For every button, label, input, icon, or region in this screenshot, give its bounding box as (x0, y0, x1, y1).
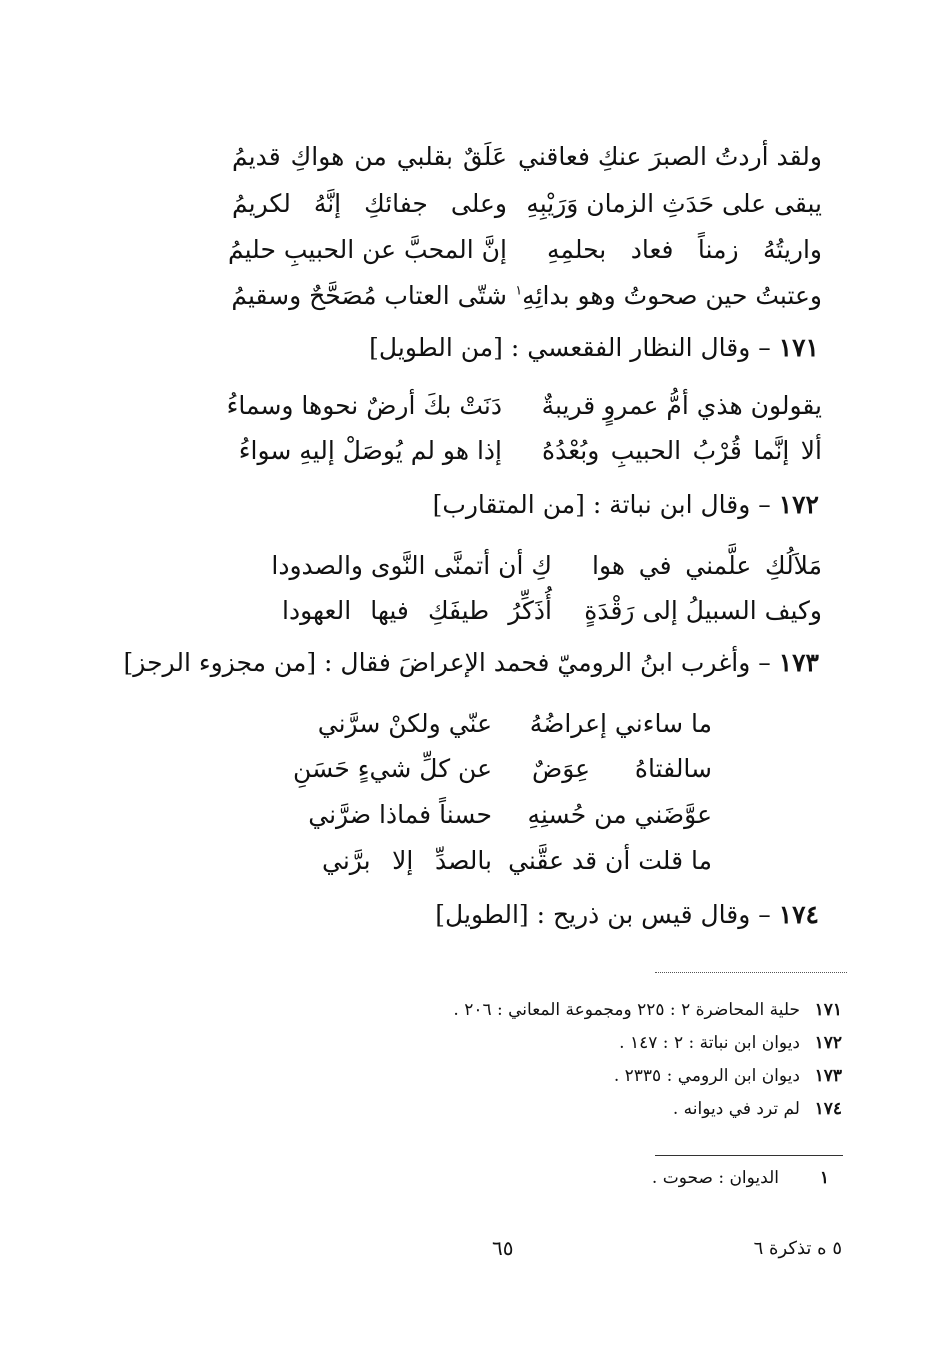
footnote-173 (614, 1066, 842, 1086)
section-number: ١٧١ (778, 333, 819, 362)
hemistich-second: دَنَتْ بكَ أرضٌ نحوها وسماءُ (226, 390, 502, 420)
verse (322, 840, 712, 880)
footnote-number: ١٧١ (814, 1000, 842, 1020)
footnote-172 (619, 1033, 842, 1053)
verse (293, 748, 712, 788)
hemistich-first: سالفتاهُ عِوَضٌ (532, 753, 712, 783)
signature-mark: ٥ ه تذكرة ٦ (753, 1238, 842, 1259)
verse (226, 385, 822, 425)
footnote-text: ديوان ابن الرومي : ٢٣٣٥ . (613, 1066, 800, 1086)
verse (228, 229, 822, 269)
section-number: ١٧٢ (778, 490, 819, 519)
section-heading-173 (124, 648, 819, 677)
footnote-number: ١٧٢ (814, 1033, 842, 1053)
section-title: – وأغرب ابنُ الروميّ فحمد الإعراضَ فقال : [من مجزوء الرجز] (123, 648, 771, 677)
hemistich-second: إذا هو لم يُوصَلْ إليهِ سواءُ (238, 435, 502, 465)
verse (308, 794, 712, 834)
hemistich-second: عن كلِّ شيءٍ حَسَنِ (293, 753, 492, 783)
footnote-text: ديوان ابن نباتة : ٢ : ١٤٧ . (619, 1033, 800, 1053)
verse (232, 136, 822, 176)
footnote-174 (673, 1099, 842, 1119)
verse (282, 590, 822, 630)
hemistich-first: واريتُهُ زمناً فعاد بحلمِهِ (547, 234, 822, 264)
section-heading-172 (433, 490, 819, 519)
page-number: ٦٥ (492, 1236, 514, 1260)
hemistich-first (515, 280, 822, 310)
hemistich-first: يبقى على حَدَثِ الزمان وَرَيْبِهِ (526, 188, 822, 218)
footnote-text: لم ترد في ديوانه . (672, 1099, 800, 1119)
hemistich-first: وكيف السبيلُ إلى رَقْدَةٍ (584, 595, 822, 625)
hemistich-first: عوَّضَني من حُسنِهِ (527, 799, 712, 829)
verse (271, 545, 822, 585)
hemistich-second: أُذَكِّرُ طيفَكِ فيها العهودا (282, 595, 552, 625)
hemistich-text: وعتبتُ حين صحوتُ وهو بدائِهِ (522, 280, 822, 310)
hemistich-second: عنّي ولكنْ سرَّني (317, 708, 492, 738)
hemistich-first: ما ساءني إعراضُهُ (529, 708, 712, 738)
note-divider (655, 1155, 843, 1156)
footnote-divider (655, 972, 847, 973)
hemistich-second: وعلى جفائكِ إنَّهُ لكريمُ (232, 188, 507, 218)
hemistich-second: شتّى العتاب مُصَحَّحٌ وسقيمُ (231, 280, 507, 310)
verse (232, 183, 822, 223)
section-heading-174 (435, 900, 819, 929)
footnote-number: ١٧٣ (814, 1066, 842, 1086)
verse (317, 703, 712, 743)
hemistich-first: ولقد أردتُ الصبرَ عنكِ فعاقني (517, 141, 822, 171)
note-number: ١ (819, 1168, 829, 1188)
hemistich-second: عَلَقٌ بقلبي من هواكِ قديمُ (232, 141, 507, 171)
section-heading-171 (369, 333, 819, 362)
section-title: – وقال النظار الفقعسي : [من الطويل] (369, 333, 771, 362)
hemistich-first: ما قلت أن قد عقَّني (508, 845, 712, 875)
footnote-text: حلية المحاضرة ٢ : ٢٢٥ ومجموعة المعاني : ٢٠٦ . (453, 1000, 800, 1020)
section-title: – وقال قيس بن ذريح : [الطويل] (435, 900, 771, 929)
footnote-171 (453, 1000, 842, 1020)
hemistich-second: كِ أن أتمنَّى النَّوى والصدودا (271, 550, 552, 580)
hemistich-first: ألا إنَّما قُرْبُ الحبيبِ وبُعْدُهُ (542, 435, 822, 465)
hemistich-second: بالصدِّ إلا برَّني (322, 845, 492, 875)
section-title: – وقال ابن نباتة : [من المتقارب] (432, 490, 771, 519)
hemistich-second: حسناً فماذا ضرَّني (308, 799, 492, 829)
footnote-marker[interactable]: ١ (515, 283, 523, 299)
hemistich-second: إنَّ المحبَّ عن الحبيبِ حليمُ (228, 234, 507, 264)
note-1 (652, 1168, 829, 1188)
footnote-number: ١٧٤ (814, 1099, 842, 1119)
hemistich-first: يقولون هذي أمُّ عمروٍ قريبةٌ (541, 390, 822, 420)
verse (238, 430, 822, 470)
hemistich-first: مَلاَلُكِ علَّمني في هوا (592, 550, 822, 580)
section-number: ١٧٣ (778, 648, 819, 677)
verse (232, 275, 822, 315)
note-text: الديوان : صحوت . (651, 1168, 779, 1188)
section-number: ١٧٤ (778, 900, 819, 929)
